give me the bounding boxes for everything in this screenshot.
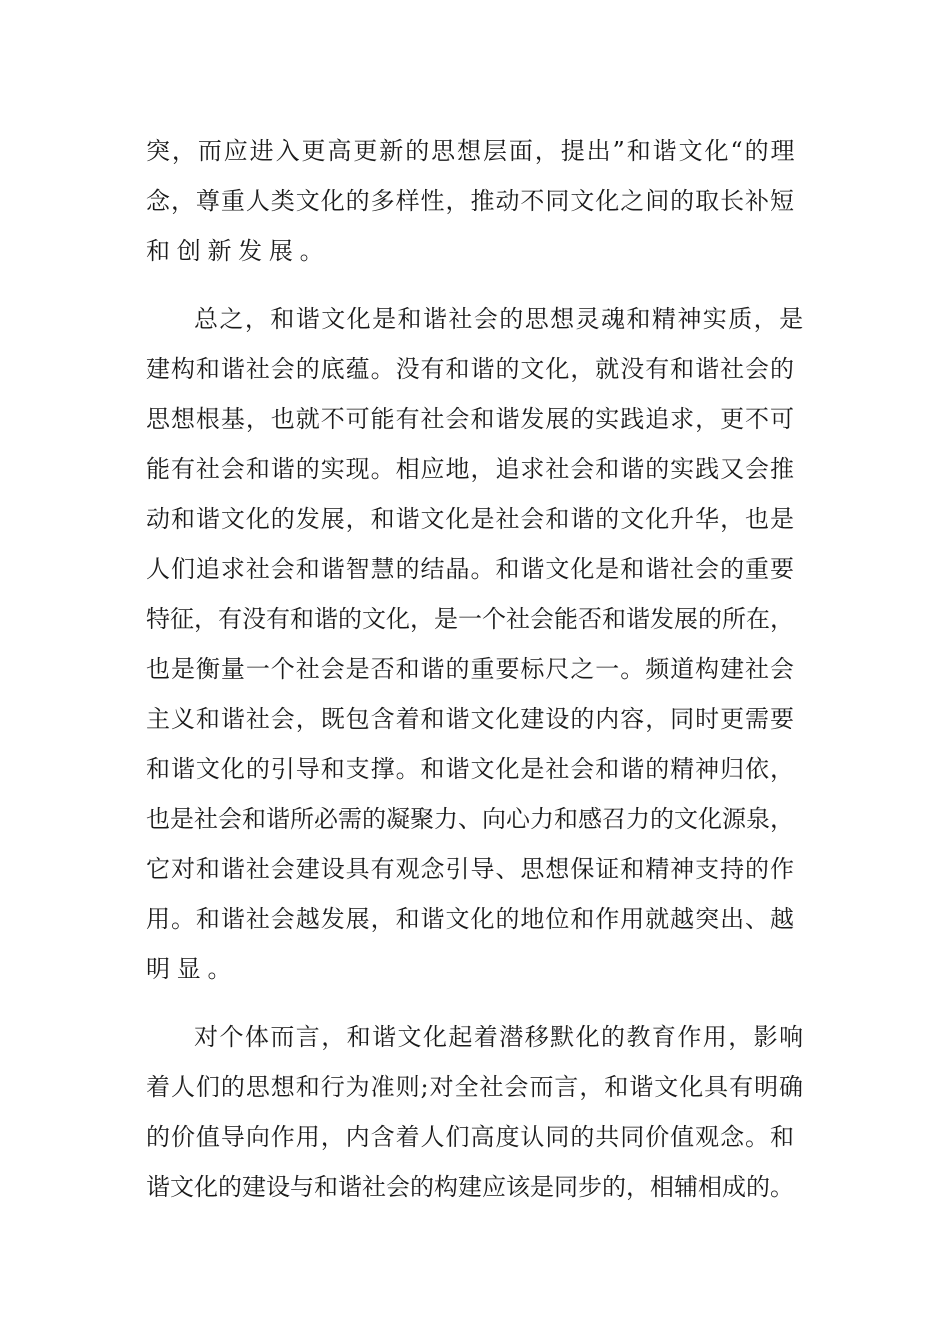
text-line: 主义和谐社会，既包含着和谐文化建设的内容，同时更需要 [146, 705, 795, 733]
text-line: 着人们的思想和行为准则;对全社会而言，和谐文化具有明确 [146, 1073, 805, 1101]
text-line: 和谐文化的引导和支撑。和谐文化是社会和谐的精神归依， [146, 755, 795, 783]
paragraph-individual-society [146, 1012, 806, 1212]
text-line: 动和谐文化的发展，和谐文化是社会和谐的文化升华，也是 [146, 505, 795, 533]
text-line: 明显。 [146, 955, 239, 983]
text-line: 的价值导向作用，内含着人们高度认同的共同价值观念。和 [146, 1123, 795, 1151]
text-line: 总之，和谐文化是和谐社会的思想灵魂和精神实质，是 [194, 305, 805, 333]
paragraph-summary [146, 294, 806, 994]
paragraph-continuation [146, 126, 806, 276]
paragraph-gap [146, 994, 806, 1012]
text-line: 念，尊重人类文化的多样性，推动不同文化之间的取长补短 [146, 187, 795, 215]
text-line: 谐文化的建设与和谐社会的构建应该是同步的，相辅相成的。 [146, 1173, 794, 1201]
text-line: 对个体而言，和谐文化起着潜移默化的教育作用，影响 [194, 1023, 805, 1051]
document-body [146, 126, 806, 1212]
text-line: 人们追求社会和谐智慧的结晶。和谐文化是和谐社会的重要 [146, 555, 795, 583]
text-line: 建构和谐社会的底蕴。没有和谐的文化，就没有和谐社会的 [146, 355, 795, 383]
text-line: 也是衡量一个社会是否和谐的重要标尺之一。频道构建社会 [146, 655, 795, 683]
text-line: 它对和谐社会建设具有观念引导、思想保证和精神支持的作 [146, 855, 795, 883]
text-line: 也是社会和谐所必需的凝聚力、向心力和感召力的文化源泉， [146, 805, 794, 833]
text-line: 思想根基，也就不可能有社会和谐发展的实践追求，更不可 [146, 405, 795, 433]
text-line: 和创新发展。 [146, 237, 331, 265]
paragraph-gap [146, 276, 806, 294]
text-line: 用。和谐社会越发展，和谐文化的地位和作用就越突出、越 [146, 905, 795, 933]
text-line: 能有社会和谐的实现。相应地，追求社会和谐的实践又会推 [146, 455, 795, 483]
text-line: 特征，有没有和谐的文化，是一个社会能否和谐发展的所在， [146, 605, 794, 633]
text-line: 突，而应进入更高更新的思想层面，提出”和谐文化“的理 [146, 137, 797, 165]
